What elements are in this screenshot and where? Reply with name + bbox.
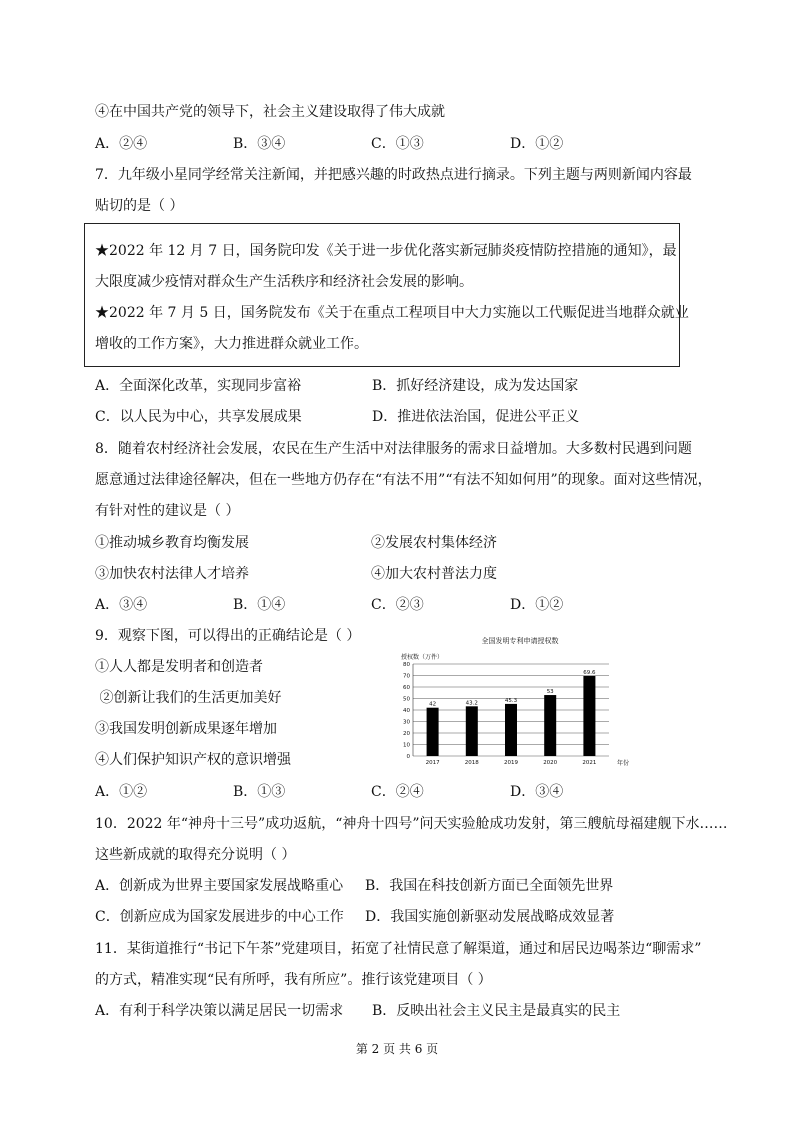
bar: [466, 706, 478, 756]
x-tick-label: 2017: [425, 760, 440, 766]
bar-value-label: 45.3: [504, 697, 518, 704]
q9-item-4: ④人们保护知识产权的意识增强: [95, 752, 291, 768]
patent-grant-chart: [393, 634, 648, 769]
bar-value-label: 42: [429, 701, 437, 708]
q8-item-2: ②发展农村集体经济: [371, 535, 497, 551]
q9-option-a[interactable]: A．①②: [95, 784, 148, 800]
y-tick-label: 80: [403, 662, 410, 668]
q8-item-4: ④加大农村普法力度: [371, 566, 497, 582]
q10-stem-line-1: 10．2022 年“神舟十三号”成功返航，“神舟十四号”问天实验舱成功发射，第三艘航母福建舰下水……: [95, 816, 728, 832]
bar: [583, 676, 595, 756]
y-tick-label: 60: [403, 685, 410, 691]
q7-news-line-1: ★2022 年 12 月 7 日，国务院印发《关于进一步优化落实新冠肺炎疫情防控措施的通知》，最: [95, 243, 677, 259]
chart-xlabel: 年份: [617, 760, 630, 767]
q9-option-d[interactable]: D．③④: [510, 784, 564, 800]
q9-item-3: ③我国发明创新成果逐年增加: [95, 721, 277, 737]
q11-option-a[interactable]: A．有利于科学决策以满足居民一切需求: [95, 1003, 344, 1019]
q7-option-b[interactable]: B．抓好经济建设，成为发达国家: [372, 378, 579, 394]
q8-item-3: ③加快农村法律人才培养: [95, 566, 249, 582]
q7-option-d[interactable]: D．推进依法治国，促进公平正义: [372, 409, 580, 425]
q9-item-1: ①人人都是发明者和创造者: [95, 659, 263, 675]
q11-stem-line-1: 11．某街道推行“书记下午茶”党建项目，拓宽了社情民意了解渠道，通过和居民边喝茶边“聊需求”: [95, 941, 702, 957]
page-footer: 第 2 页 共 6 页: [355, 1042, 439, 1056]
q9-option-b[interactable]: B．①③: [233, 784, 286, 800]
y-tick-label: 20: [403, 731, 410, 737]
bar: [505, 704, 517, 756]
x-tick-label: 2021: [582, 760, 597, 766]
q7-option-c[interactable]: C．以人民为中心，共享发展成果: [95, 409, 302, 425]
q8-item-1: ①推动城乡教育均衡发展: [95, 535, 249, 551]
q8-option-b[interactable]: B．①④: [233, 597, 286, 613]
q7-news-line-3: ★2022 年 7 月 5 日，国务院发布《关于在重点工程项目中大力实施以工代赈促进当地群众就业: [95, 305, 689, 321]
chart-x-ticks: [426, 760, 597, 766]
q11-stem-line-2: 的方式，精准实现“民有所呼，我有所应”。推行该党建项目（ ）: [95, 972, 492, 988]
y-tick-label: 40: [403, 708, 410, 714]
chart-y-ticks: [403, 662, 411, 760]
q6-option-d[interactable]: D．①②: [510, 136, 564, 152]
q6-option-a[interactable]: A．②④: [95, 136, 148, 152]
q7-news-line-4: 增收的工作方案》，大力推进群众就业工作。: [95, 336, 368, 352]
y-tick-label: 10: [403, 742, 410, 749]
q10-option-d[interactable]: D．我国实施创新驱动发展战略成效显著: [365, 909, 615, 925]
chart-title: 全国发明专利申请授权数: [481, 637, 559, 645]
bar-value-label: 43.2: [465, 700, 478, 707]
chart-bars: [427, 676, 596, 756]
y-tick-label: 50: [403, 696, 410, 703]
q7-stem-line-2: 贴切的是（ ）: [95, 198, 184, 214]
x-tick-label: 2020: [543, 760, 558, 766]
q10-option-c[interactable]: C．创新应成为国家发展进步的中心工作: [95, 909, 344, 925]
q8-option-c[interactable]: C．②③: [371, 597, 424, 613]
q8-option-d[interactable]: D．①②: [510, 597, 564, 613]
x-tick-label: 2018: [464, 760, 479, 766]
q10-stem-line-2: 这些新成就的取得充分说明（ ）: [95, 847, 296, 863]
q8-stem-line-2: 愿意通过法律途径解决，但在一些地方仍存在“有法不用”“有法不知如何用”的现象。面对这些情况，: [95, 472, 712, 488]
q9-option-c[interactable]: C．②④: [371, 784, 424, 800]
y-tick-label: 0: [406, 754, 410, 760]
y-tick-label: 30: [403, 719, 410, 726]
q6-option-c[interactable]: C．①③: [371, 136, 424, 152]
x-tick-label: 2019: [504, 760, 518, 766]
q8-stem-line-3: 有针对性的建议是（ ）: [95, 503, 240, 519]
bar: [544, 695, 556, 756]
bar: [427, 708, 439, 756]
q10-option-a[interactable]: A．创新成为世界主要国家发展战略重心: [95, 878, 344, 894]
q9-item-2: ②创新让我们的生活更加美好: [95, 690, 282, 706]
intro-line: ④在中国共产党的领导下，社会主义建设取得了伟大成就: [95, 104, 445, 120]
q7-option-a[interactable]: A．全面深化改革，实现同步富裕: [95, 378, 302, 394]
q7-news-line-2: 大限度减少疫情对群众生产生活秩序和经济社会发展的影响。: [95, 274, 473, 290]
q11-option-b[interactable]: B．反映出社会主义民主是最真实的民主: [372, 1003, 621, 1019]
q8-option-a[interactable]: A．③④: [95, 597, 148, 613]
y-tick-label: 70: [403, 673, 410, 680]
q6-option-b[interactable]: B．③④: [233, 136, 286, 152]
q8-stem-line-1: 8．随着农村经济社会发展，农民在生产生活中对法律服务的需求日益增加。大多数村民遇到问题: [95, 441, 692, 457]
bar-value-label: 69.6: [583, 669, 596, 676]
bar-value-label: 53: [546, 689, 554, 696]
q9-stem: 9．观察下图，可以得出的正确结论是（ ）: [95, 628, 361, 644]
q7-stem-line-1: 7．九年级小星同学经常关注新闻，并把感兴趣的时政热点进行摘录。下列主题与两则新闻内容最: [95, 167, 692, 183]
chart-ylabel: 授权数（万件）: [401, 654, 444, 661]
q10-option-b[interactable]: B．我国在科技创新方面已全面领先世界: [365, 878, 614, 894]
